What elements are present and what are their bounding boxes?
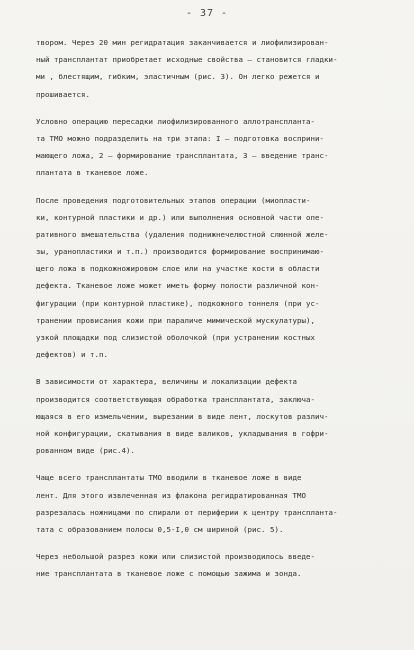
text-line: зы, уранопластики и т.п.) производится формирование воспринимаю- — [36, 247, 324, 257]
text-line: производится соответствующая обработка трансплантата, заключа- — [36, 394, 315, 404]
text-line: лент. Для этого извлеченная из флакона регидратированная ТМО — [36, 490, 306, 500]
text-line: мающего ложа, 2 – формирование трансплантата, 3 – введение транс- — [36, 151, 329, 161]
text-body — [36, 34, 392, 582]
text-line: ный трансплантат приобретает исходные свойства – становится гладки- — [36, 55, 338, 65]
text-line: рованном виде (рис.4). — [36, 446, 135, 456]
paragraph-transplant-processing — [36, 373, 392, 459]
paragraph-incision — [36, 548, 392, 582]
text-line: ративного вмешательства (удаления поднижнечелюстной слюнной желе- — [36, 229, 329, 239]
text-line: фигурации (при контурной пластике), подкожного тоннеля (при ус- — [36, 298, 320, 308]
text-line: ми , блестящим, гибким, эластичным (рис. 3). Он легко режется и — [36, 72, 320, 82]
text-line: Через небольшой разрез кожи или слизистой производилось введе- — [36, 552, 315, 562]
text-line: разрезалась ножницами по спирали от периферии к центру транспланта- — [36, 507, 338, 517]
text-line: ние трансплантата в тканевое ложе с помощью зажима и зонда. — [36, 569, 302, 579]
text-line: тата с образованием полосы 0,5-I,0 см шириной (рис. 5). — [36, 524, 284, 534]
text-line: щего ложа в подкожножировом слое или на участке кости в области — [36, 264, 320, 274]
text-line: После проведения подготовительных этапов операции (миопласти- — [36, 195, 311, 205]
text-line: прошивается. — [36, 89, 90, 99]
text-line: дефекта. Тканевое ложе может иметь форму полости различной кон- — [36, 281, 320, 291]
text-line: Чаще всего трансплантаты ТМО вводили в тканевое ложе в виде — [36, 473, 302, 483]
text-line: та ТМО можно подразделить на три этапа: I – подготовка восприни- — [36, 133, 324, 143]
text-line: Условно операцию пересадки лиофилизированного аллотранспланта- — [36, 116, 315, 126]
text-line: плантата в тканевое ложе. — [36, 168, 149, 178]
page-number: - 37 - — [185, 8, 229, 19]
text-line: дефектов) и т.п. — [36, 350, 108, 360]
text-line: транении провисания кожи при параличе мимической мускулатуры), — [36, 315, 315, 325]
text-line: ной конфигурации, скатывания в виде валиков, укладывания в гофри- — [36, 428, 329, 438]
paragraph-tissue-bed — [36, 192, 392, 364]
paragraph-ribbon-insertion — [36, 469, 392, 538]
text-line: узкой площадки под слизистой оболочкой (при устранении костных — [36, 333, 315, 342]
text-line: твором. Через 20 мин регидратация заканчивается и лиофилизирован- — [36, 38, 329, 47]
paragraph-regidration-end — [36, 34, 392, 103]
text-line: В зависимости от характера, величины и локализации дефекта — [36, 377, 297, 387]
paragraph-operation-stages — [36, 113, 392, 182]
text-line: ющаяся в его измельчении, вырезании в виде лент, лоскутов различ- — [36, 411, 329, 421]
text-line: ки, контурной пластики и др.) или выполнения основной части опе- — [36, 212, 324, 222]
